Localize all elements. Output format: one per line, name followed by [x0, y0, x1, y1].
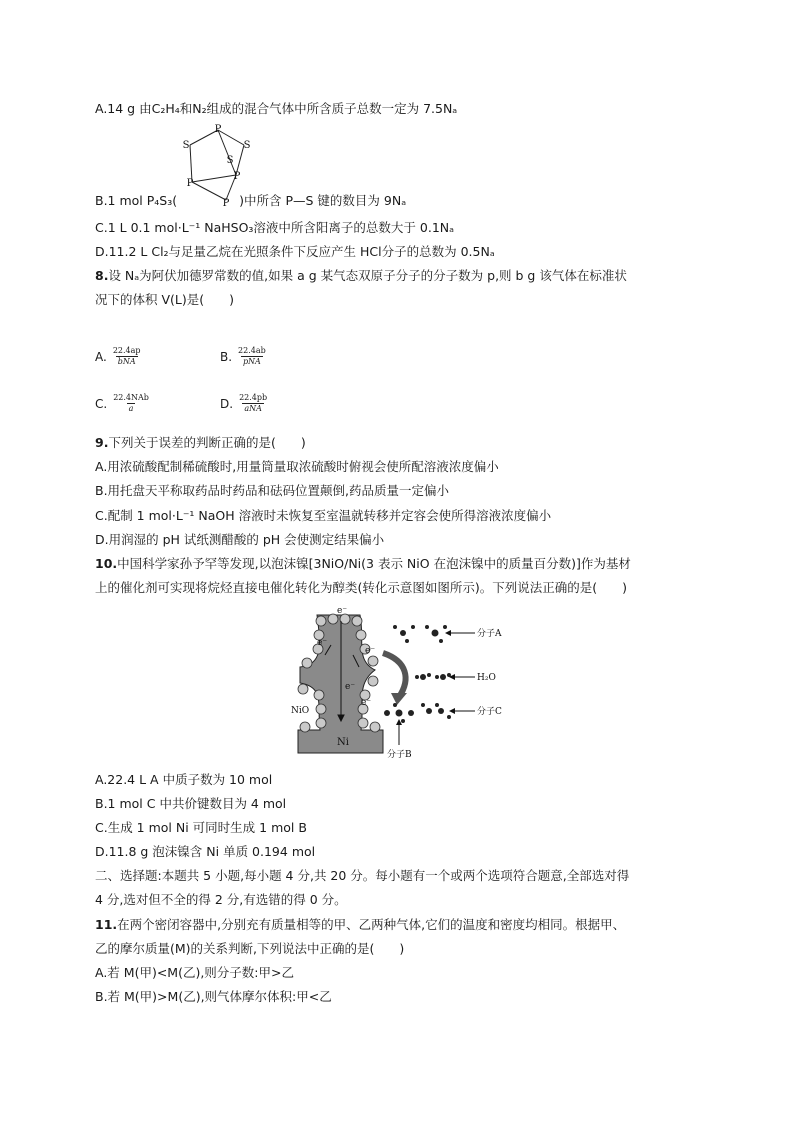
- q8-stem-text1: 设 Nₐ为阿伏加德罗常数的值,如果 a g 某气态双原子分子的分子数为 p,则 b g 该气体在标准状: [108, 268, 627, 283]
- h2o-label: H₂O: [477, 673, 496, 683]
- q11-stem-line1: [95, 916, 625, 934]
- q8-option-c-label: C.: [95, 396, 108, 411]
- atom-p-top: P: [214, 124, 222, 135]
- q10-option-b: B.1 mol C 中共价键数目为 4 mol: [95, 796, 287, 811]
- q8-stem-line2: 况下的体积 V(L)是( ): [95, 292, 234, 307]
- electron-label-right: e⁻: [365, 646, 376, 656]
- q8-option-b-label: B.: [220, 349, 233, 364]
- atom-s-middle: S: [226, 155, 234, 166]
- nio-label: NiO: [291, 706, 310, 716]
- q8-option-d-label: D.: [220, 396, 234, 411]
- q9-number: 9.: [95, 435, 109, 450]
- q9-option-c: C.配制 1 mol·L⁻¹ NaOH 溶液时未恢复至室温就转移并定容会使所得溶液浓度偏小: [95, 508, 552, 523]
- molecule-c-label: 分子C: [477, 707, 502, 717]
- q8-option-d: [220, 393, 269, 414]
- atom-p-right: P: [233, 171, 241, 182]
- electron-label-left: e⁻: [317, 638, 328, 648]
- q9-option-a: A.用浓硫酸配制稀硫酸时,用量筒量取浓硫酸时俯视会使所配溶液浓度偏小: [95, 459, 499, 474]
- q11-stem-text1: 在两个密闭容器中,分别充有质量相等的甲、乙两种气体,它们的温度和密度均相同。根据甲、: [117, 917, 626, 932]
- q10-stem-text1: 中国科学家孙予罕等发现,以泡沫镍[3NiO/Ni(3 表示 NiO 在泡沫镍中的质量百分数)]作为基材: [117, 556, 631, 571]
- q10-number: 10.: [95, 556, 118, 571]
- atom-s-right: S: [243, 140, 251, 151]
- section-two-heading-line1: 二、选择题:本题共 5 小题,每小题 4 分,共 20 分。每小题有一个或两个选项符合题意,全部选对得: [95, 868, 630, 883]
- q8-option-c-denominator: a: [128, 404, 134, 413]
- atom-s-left: S: [182, 140, 190, 151]
- q7-option-d: D.11.2 L Cl₂与足量乙烷在光照条件下反应产生 HCl分子的总数为 0.5Nₐ: [95, 244, 495, 259]
- atom-p-left: P: [186, 178, 194, 189]
- q7-option-b-pre: B.1 mol P₄S₃(: [95, 193, 178, 208]
- molecule-b-label: 分子B: [387, 750, 412, 760]
- q7-option-b-post: )中所含 P—S 键的数目为 9Nₐ: [239, 193, 407, 208]
- q9-stem: [95, 434, 306, 452]
- q10-option-d: D.11.8 g 泡沫镍含 Ni 单质 0.194 mol: [95, 844, 316, 859]
- q8-number: 8.: [95, 268, 109, 283]
- q11-number: 11.: [95, 917, 118, 932]
- q8-stem-line1: [95, 267, 627, 285]
- atom-p-bottom: P: [222, 198, 230, 209]
- q7-option-c: C.1 L 0.1 mol·L⁻¹ NaHSO₃溶液中所含阳离子的总数大于 0.1Nₐ: [95, 220, 455, 235]
- ni-label: Ni: [337, 737, 349, 748]
- electron-label-top: e⁻: [337, 606, 348, 616]
- q9-option-b: B.用托盘天平称取药品时药品和砝码位置颠倒,药品质量一定偏小: [95, 483, 450, 498]
- q7-option-a: A.14 g 由C₂H₄和N₂组成的混合气体中所含质子总数一定为 7.5Nₐ: [95, 101, 458, 116]
- q11-stem-line2: 乙的摩尔质量(M)的关系判断,下列说法中正确的是( ): [95, 941, 405, 956]
- electron-label-mid: e⁻: [345, 682, 356, 692]
- q11-option-a: A.若 M(甲)<M(乙),则分子数:甲>乙: [95, 965, 294, 980]
- q8-option-a: [95, 346, 143, 367]
- q8-option-c: [95, 393, 151, 414]
- q8-option-b: [220, 346, 268, 367]
- q8-option-a-numerator: 22.4ap: [112, 346, 141, 355]
- q11-option-b: B.若 M(甲)>M(乙),则气体摩尔体积:甲<乙: [95, 989, 332, 1004]
- q8-option-b-denominator: pNA: [242, 357, 261, 366]
- q8-option-a-denominator: bNA: [117, 357, 136, 366]
- q9-option-d: D.用润湿的 pH 试纸测醋酸的 pH 会使测定结果偏小: [95, 532, 385, 547]
- section-two-heading-line2: 4 分,选对但不全的得 2 分,有选错的得 0 分。: [95, 892, 347, 907]
- q10-option-a: A.22.4 L A 中质子数为 10 mol: [95, 772, 273, 787]
- q8-option-d-denominator: aNA: [244, 404, 262, 413]
- q9-stem-text: 下列关于误差的判断正确的是( ): [108, 435, 306, 450]
- q8-option-a-label: A.: [95, 349, 107, 364]
- q8-option-c-numerator: 22.4NAb: [113, 393, 149, 402]
- q10-stem-line1: [95, 555, 631, 573]
- q7-option-b: [95, 192, 406, 210]
- q8-option-b-numerator: 22.4ab: [238, 346, 266, 355]
- molecule-a-label: 分子A: [477, 629, 502, 639]
- electron-label-lower: e⁻: [361, 698, 372, 708]
- q8-option-d-numerator: 22.4pb: [239, 393, 268, 402]
- q10-stem-line2: 上的催化剂可实现将烷烃直接电催化转化为醇类(转化示意图如图所示)。下列说法正确的是( ): [95, 580, 628, 595]
- electrocatalysis-diagram: [291, 605, 525, 760]
- q10-option-c: C.生成 1 mol Ni 可同时生成 1 mol B: [95, 820, 307, 835]
